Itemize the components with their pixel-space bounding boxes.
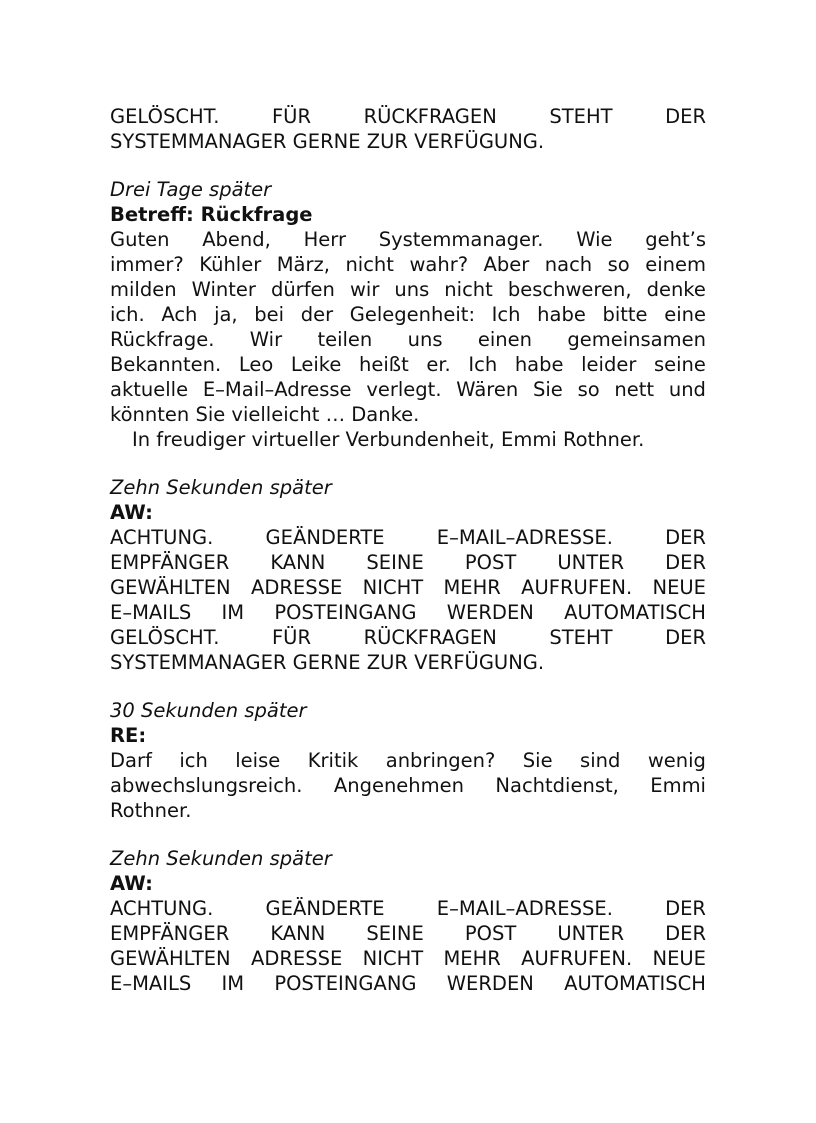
email-subject: AW: [110,872,153,895]
word: Sie [522,749,553,772]
word: EMPFÄNGER [110,551,230,574]
word: GEWÄHLTEN [110,947,231,970]
word: RÜCKFRAGEN [363,105,497,128]
word: ADRESSE [250,576,343,599]
word: leise [235,749,281,772]
word: RÜCKFRAGEN [363,626,497,649]
word: WERDEN [446,972,534,995]
word: GELÖSCHT. [110,105,220,128]
paragraph-gap [110,675,706,698]
word: wahr? [409,253,469,276]
word: UNTER [557,551,625,574]
word: Ich [468,353,498,376]
word: KANN [270,922,326,945]
word: Herr [303,228,346,251]
email-signature: In freudiger virtueller Verbundenheit, Emmi Rothner. [132,428,645,451]
word: immer? [110,253,184,276]
text-line [110,921,706,946]
word: Darf [110,749,152,772]
word: ACHTUNG. [110,897,214,920]
word: SEINE [366,551,424,574]
word: habe [514,353,564,376]
word: März, [276,253,330,276]
word: DER [665,922,706,945]
word: ich. [110,303,145,326]
word: E–Mail–Adresse [202,378,352,401]
word: Nachtdienst, [495,774,619,797]
word: abwechslungsreich. [110,774,303,797]
text-line [110,600,706,625]
word: FÜR [271,626,312,649]
text-line: SYSTEMMANAGER GERNE ZUR VERFÜGUNG. [110,130,545,153]
email-subject: AW: [110,501,153,524]
word: STEHT [549,105,613,128]
word: Guten [110,228,170,251]
word: der [300,303,334,326]
word: wenig [647,749,706,772]
word: UNTER [557,922,625,945]
word: AUTOMATISCH [564,601,706,624]
word: Ach [161,303,198,326]
word: Systemmanager. [378,228,544,251]
text-line [110,550,706,575]
time-heading: 30 Sekunden später [110,699,307,722]
paragraph-gap [110,452,706,475]
word: Leike [290,353,342,376]
text-line: SYSTEMMANAGER GERNE ZUR VERFÜGUNG. [110,651,545,674]
word: ja, [214,303,238,326]
email-block-auto-reply-2 [110,846,706,996]
word: IM [221,972,245,995]
email-block-rueckfrage [110,177,706,452]
word: POST [464,922,517,945]
email-block-auto-reply [110,475,706,675]
word: geht’s [645,228,706,251]
text-line [110,352,706,377]
word: KANN [270,551,326,574]
word: DER [665,551,706,574]
time-heading: Zehn Sekunden später [110,476,332,499]
word: Bekannten. [110,353,222,376]
document-page [110,104,706,996]
word: STEHT [549,626,613,649]
word: Wir [249,328,283,351]
word: GEÄNDERTE [265,526,385,549]
word: Wären [456,378,519,401]
word: nicht [345,253,394,276]
word: ADRESSE [250,947,343,970]
text-line [110,748,706,773]
word: MEHR [443,947,501,970]
text-line [110,625,706,650]
word: POSTEINGANG [274,601,417,624]
text-line [110,575,706,600]
text-line [110,896,706,921]
word: milden [110,278,177,301]
word: E–MAILS [110,601,192,624]
text-line [110,227,706,252]
time-heading: Drei Tage später [110,178,272,201]
word: POST [464,551,517,574]
word: AUFRUFEN. [521,576,633,599]
word: ich [179,749,208,772]
word: DER [665,897,706,920]
word: Gelegenheit: [349,303,476,326]
text-line [110,104,706,129]
system-reply-continuation [110,104,706,154]
word: nett [614,378,655,401]
word: Emmi [650,774,706,797]
word: DER [665,526,706,549]
word: dürfen [270,278,335,301]
text-line [110,971,706,996]
email-block-re [110,698,706,823]
word: GEWÄHLTEN [110,576,231,599]
text-line [110,525,706,550]
word: anbringen? [385,749,496,772]
word: Aber [483,253,530,276]
text-line [110,327,706,352]
word: NEUE [652,947,706,970]
word: so [577,378,600,401]
word: GELÖSCHT. [110,626,220,649]
word: uns [394,278,430,301]
word: Ich [491,303,521,326]
word: DER [665,105,706,128]
word: so [607,253,630,276]
word: teilen [317,328,373,351]
text-line [110,377,706,402]
time-heading: Zehn Sekunden später [110,847,332,870]
text-line [110,302,706,327]
word: gemeinsamen [567,328,706,351]
text-line [110,252,706,277]
word: AUTOMATISCH [564,972,706,995]
word: uns [407,328,443,351]
email-subject: RE: [110,724,147,747]
text-line: Rothner. [110,799,192,822]
word: E–MAIL–ADRESSE. [436,526,613,549]
text-line: könnten Sie vielleicht … Danke. [110,403,420,426]
word: Winter [191,278,256,301]
word: WERDEN [446,601,534,624]
word: Wie [576,228,613,251]
word: E–MAILS [110,972,192,995]
word: Rückfrage. [110,328,215,351]
paragraph-gap [110,154,706,177]
word: Leo [238,353,274,376]
word: und [668,378,706,401]
word: einem [645,253,706,276]
word: POSTEINGANG [274,972,417,995]
word: eine [664,303,706,326]
email-subject: Betreff: Rückfrage [110,203,313,226]
word: habe [537,303,586,326]
word: E–MAIL–ADRESSE. [436,897,613,920]
word: NEUE [652,576,706,599]
word: MEHR [443,576,501,599]
word: bitte [602,303,648,326]
word: leider [581,353,637,376]
word: aktuelle [110,378,189,401]
word: denke [646,278,706,301]
paragraph-gap [110,823,706,846]
word: ACHTUNG. [110,526,214,549]
word: einen [477,328,532,351]
word: seine [653,353,706,376]
word: sind [580,749,621,772]
word: NICHT [362,576,424,599]
word: EMPFÄNGER [110,922,230,945]
word: IM [221,601,245,624]
word: verlegt. [366,378,442,401]
text-line [110,773,706,798]
word: FÜR [271,105,312,128]
word: Kritik [307,749,359,772]
word: Angenehmen [333,774,465,797]
word: nicht [444,278,493,301]
word: Kühler [199,253,262,276]
text-line [110,946,706,971]
word: nach [544,253,593,276]
word: bei [254,303,285,326]
word: wir [349,278,380,301]
word: heißt [359,353,409,376]
text-line [110,277,706,302]
word: Abend, [202,228,271,251]
word: GEÄNDERTE [265,897,385,920]
word: NICHT [362,947,424,970]
word: er. [426,353,451,376]
word: DER [665,626,706,649]
word: Sie [533,378,563,401]
word: SEINE [366,922,424,945]
word: AUFRUFEN. [521,947,633,970]
word: beschweren, [507,278,632,301]
